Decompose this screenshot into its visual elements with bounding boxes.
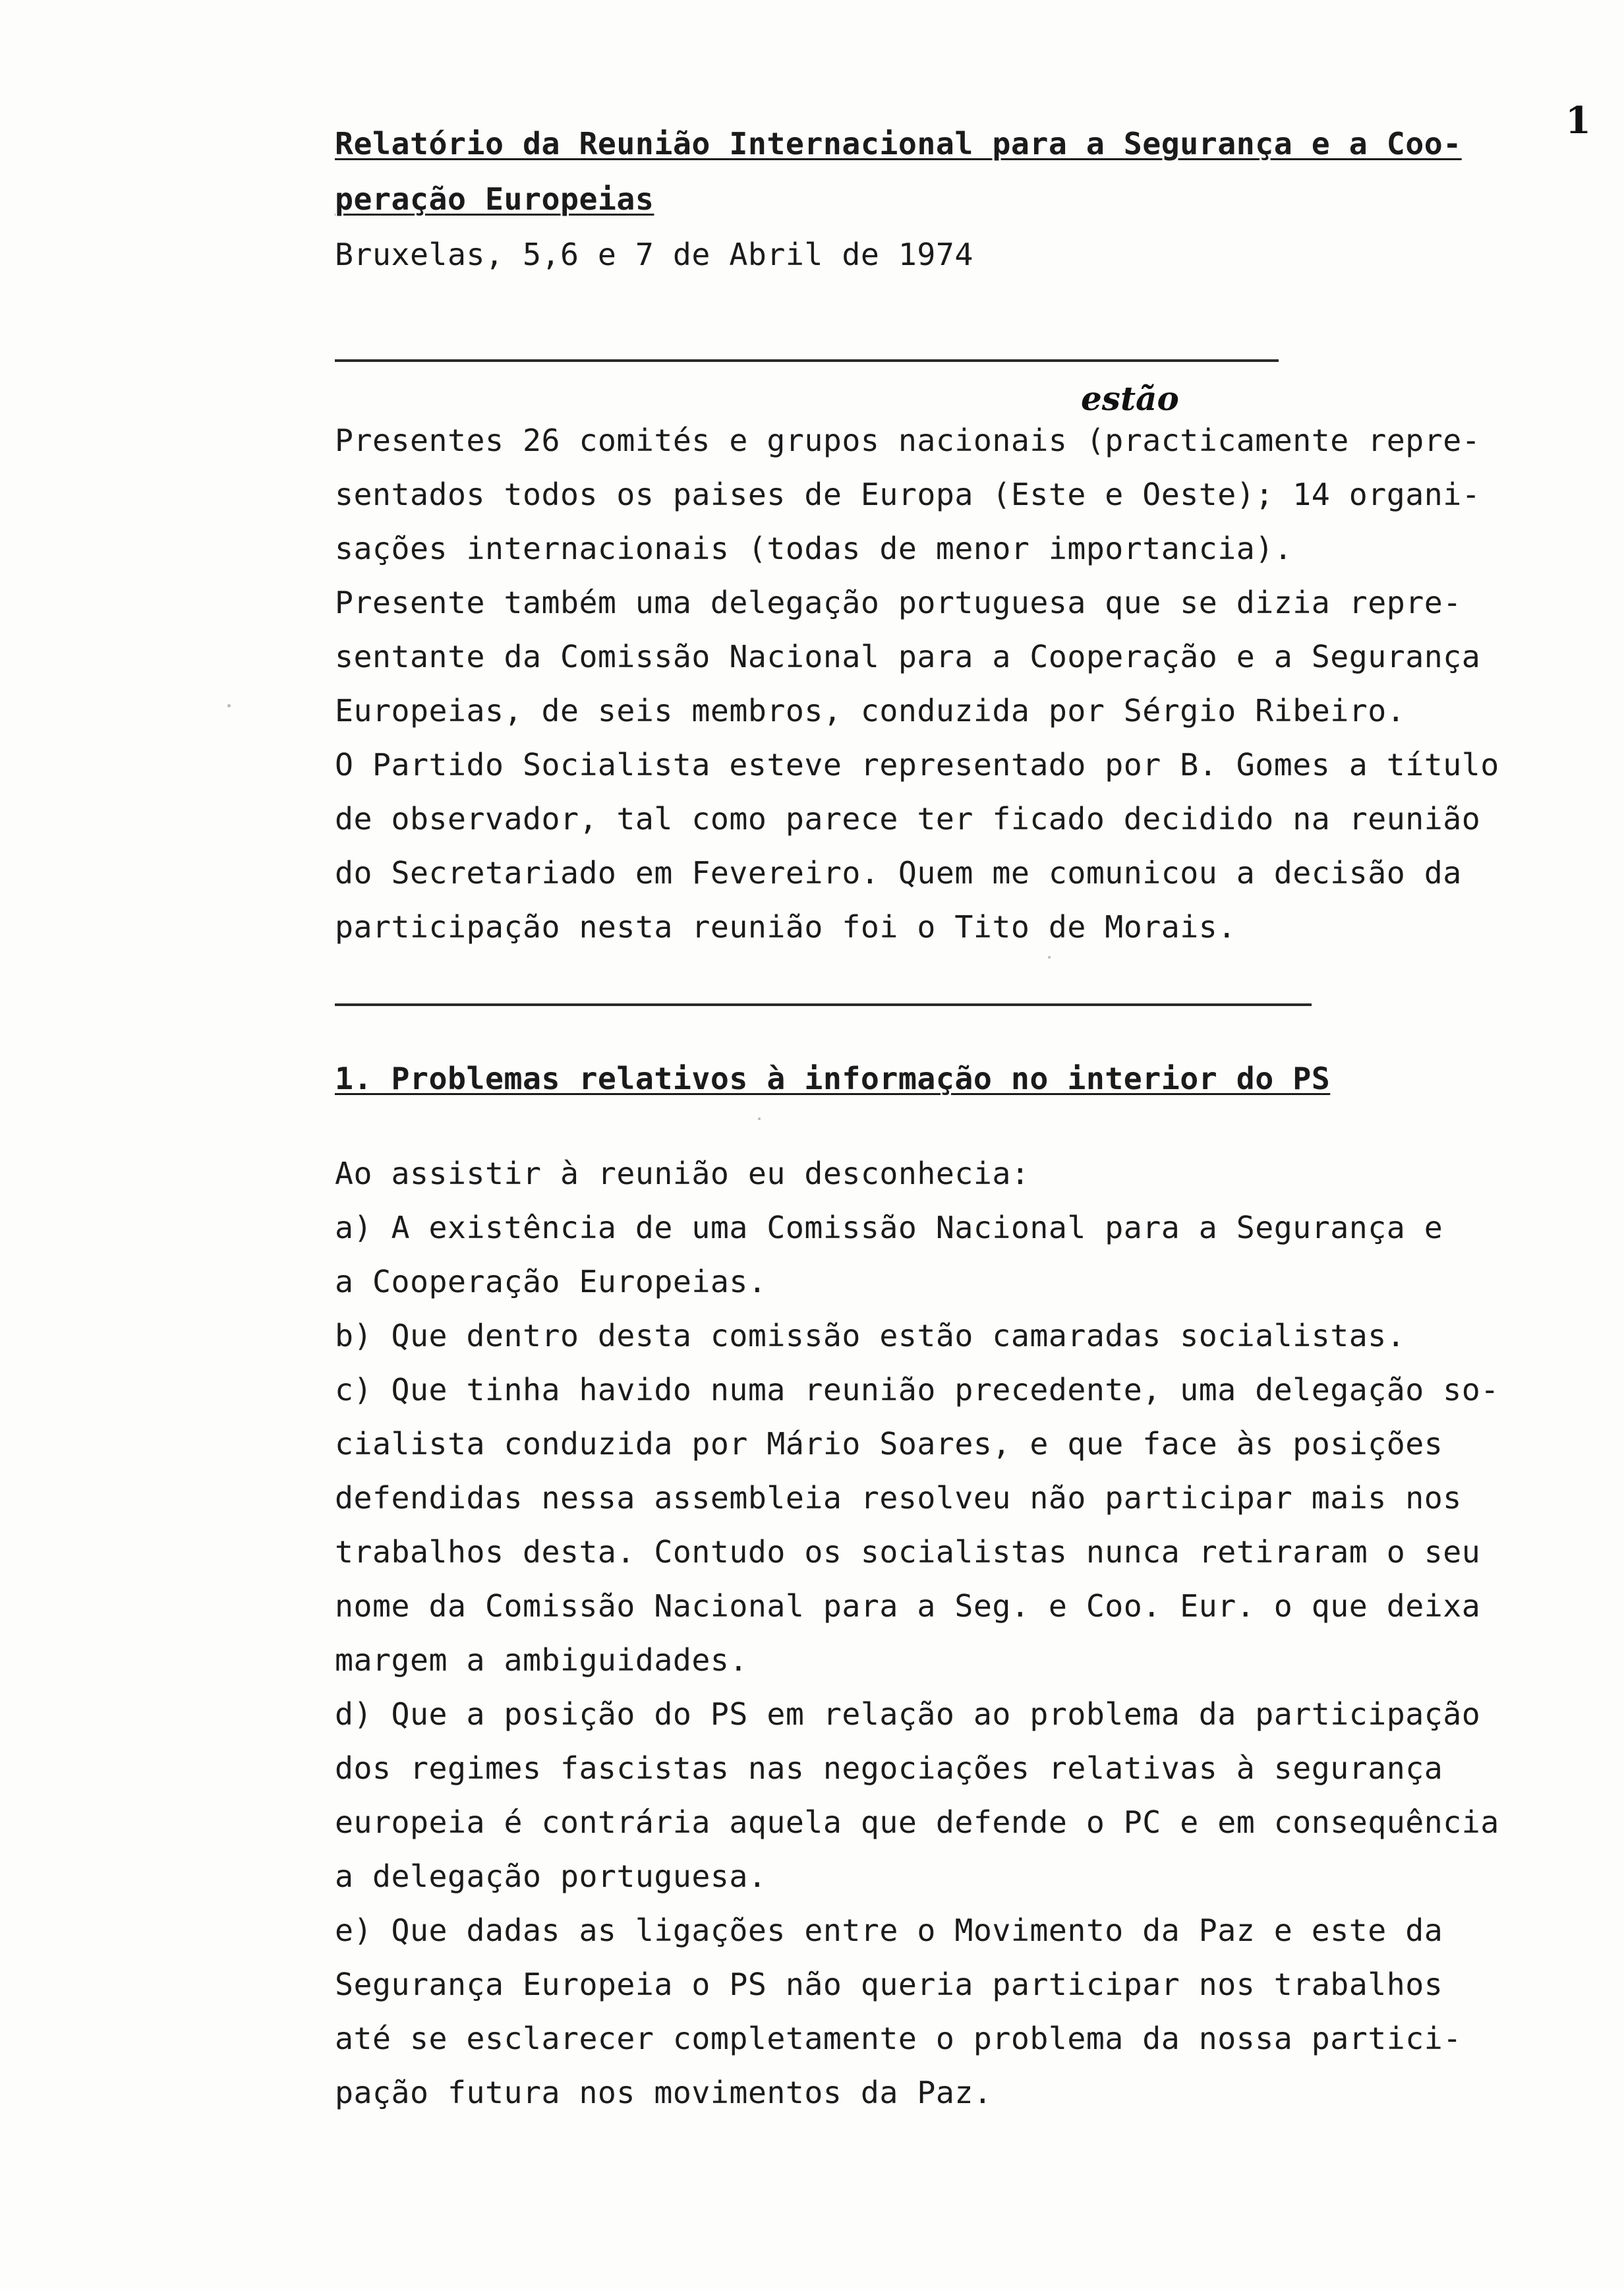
section-line: e) Que dadas as ligações entre o Movimento da Paz e este da	[335, 1913, 1443, 1948]
section-line: nome da Comissão Nacional para a Seg. e Coo. Eur. o que deixa	[335, 1588, 1481, 1624]
header-divider	[335, 359, 1279, 362]
section-line: trabalhos desta. Contudo os socialistas nunca retiraram o seu	[335, 1534, 1481, 1570]
intro-line: do Secretariado em Fevereiro. Quem me comunicou a decisão da	[335, 855, 1462, 891]
section-line: dos regimes fascistas nas negociações relativas à segurança	[335, 1750, 1443, 1786]
section-1-heading: 1. Problemas relativos à informação no interior do PS	[335, 1061, 1331, 1096]
section-line: defendidas nessa assembleia resolveu não participar mais nos	[335, 1480, 1462, 1516]
intro-line: Presente também uma delegação portuguesa que se dizia repre-	[335, 585, 1462, 620]
intro-line: Presentes 26 comités e grupos nacionais (practicamente repre-	[335, 423, 1481, 458]
section-line: Segurança Europeia o PS não queria participar nos trabalhos	[335, 1967, 1443, 2002]
place-and-date: Bruxelas, 5,6 e 7 de Abril de 1974	[335, 237, 973, 272]
page-number: 1	[1565, 99, 1591, 142]
section-line: Ao assistir à reunião eu desconhecia:	[335, 1156, 1030, 1191]
section-line: pação futura nos movimentos da Paz.	[335, 2075, 993, 2110]
report-title-line-2: peração Europeias	[335, 181, 654, 217]
intro-line: de observador, tal como parece ter ficado decidido na reunião	[335, 801, 1481, 837]
section-line: cialista conduzida por Mário Soares, e que face às posições	[335, 1426, 1443, 1462]
section-line: europeia é contrária aquela que defende o PC e em consequência	[335, 1804, 1499, 1840]
section-line: até se esclarecer completamente o problema da nossa partici-	[335, 2021, 1462, 2056]
section-divider	[335, 1003, 1312, 1006]
section-line: d) Que a posição do PS em relação ao problema da participação	[335, 1696, 1481, 1732]
report-title-line-1: Relatório da Reunião Internacional para a Segurança e a Coo-	[335, 126, 1462, 162]
section-line: c) Que tinha havido numa reunião precedente, uma delegação so-	[335, 1372, 1499, 1408]
section-line: a) A existência de uma Comissão Nacional para a Segurança e	[335, 1210, 1443, 1245]
scan-speckle	[758, 1117, 761, 1120]
intro-line: sentados todos os paises de Europa (Este e Oeste); 14 organi-	[335, 477, 1481, 512]
intro-line: participação nesta reunião foi o Tito de Morais.	[335, 909, 1236, 945]
section-line: b) Que dentro desta comissão estão camaradas socialistas.	[335, 1318, 1406, 1353]
section-line: a Cooperação Europeias.	[335, 1264, 767, 1299]
intro-line: Europeias, de seis membros, conduzida por Sérgio Ribeiro.	[335, 693, 1406, 728]
handwritten-annotation: estão	[1081, 379, 1179, 418]
intro-line: sentante da Comissão Nacional para a Cooperação e a Segurança	[335, 639, 1481, 674]
scan-speckle	[1048, 956, 1051, 959]
intro-line: sações internacionais (todas de menor importancia).	[335, 531, 1293, 566]
section-line: a delegação portuguesa.	[335, 1858, 767, 1894]
scan-speckle	[227, 704, 231, 707]
intro-line: O Partido Socialista esteve representado por B. Gomes a título	[335, 747, 1499, 783]
section-line: margem a ambiguidades.	[335, 1642, 748, 1678]
